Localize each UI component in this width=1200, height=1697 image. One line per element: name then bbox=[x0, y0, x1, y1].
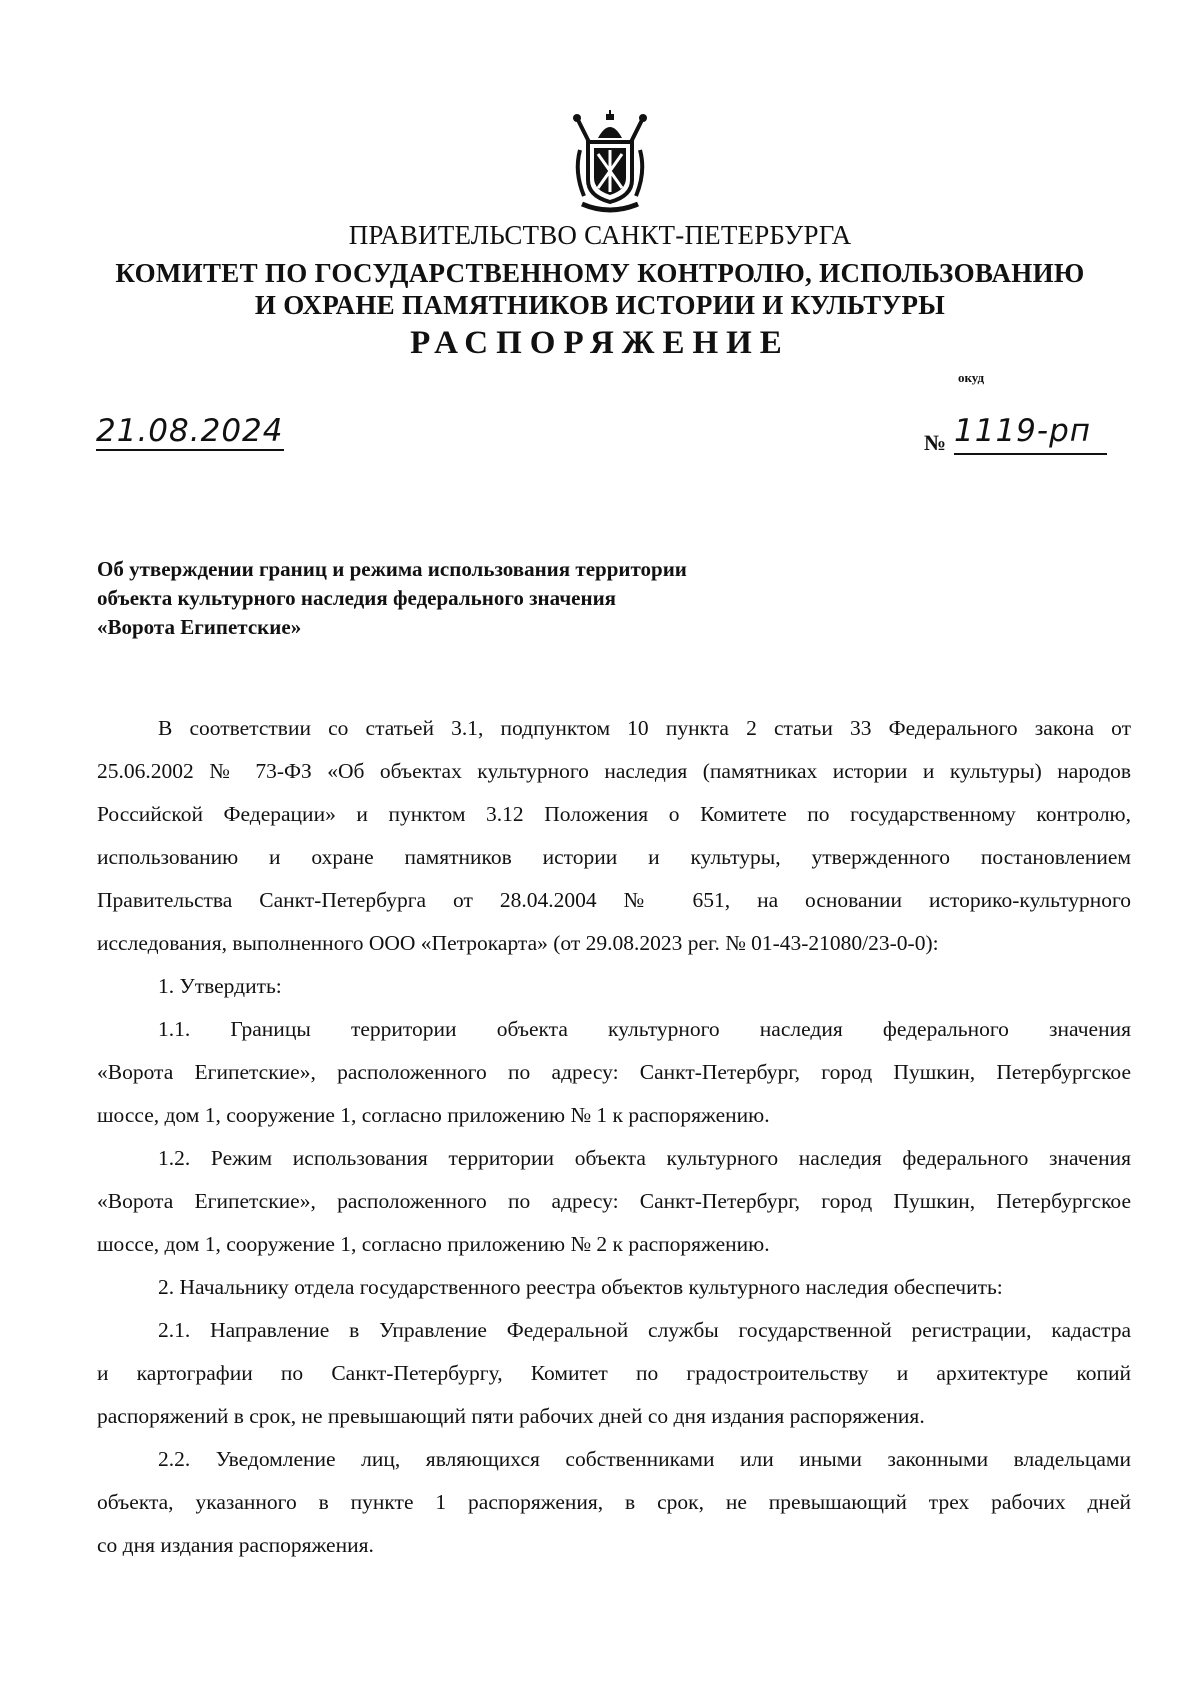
body-line: 2.2. Уведомление лиц, являющихся собственниками или иными законными владельцами bbox=[158, 1447, 1131, 1471]
body-line: 1.2. Режим использования территории объекта культурного наследия федерального значения bbox=[158, 1146, 1131, 1170]
number-underline bbox=[954, 453, 1107, 455]
body-line: шоссе, дом 1, сооружение 1, согласно приложению № 2 к распоряжению. bbox=[97, 1232, 770, 1256]
body-line: «Ворота Египетские», расположенного по адресу: Санкт-Петербург, город Пушкин, Петербургское bbox=[97, 1060, 1131, 1084]
number-value: 1119-рп bbox=[954, 413, 1092, 449]
body-line: 2.1. Направление в Управление Федеральной службы государственной регистрации, кадастра bbox=[158, 1318, 1131, 1342]
okud-label: окуд bbox=[958, 370, 985, 385]
subject-line: «Ворота Египетские» bbox=[97, 615, 302, 639]
body-line: Российской Федерации» и пунктом 3.12 Положения о Комитете по государственному контролю, bbox=[97, 802, 1131, 826]
body-line: со дня издания распоряжения. bbox=[97, 1533, 374, 1557]
document-subject bbox=[97, 555, 797, 642]
body-line: распоряжений в срок, не превышающий пяти рабочих дней со дня издания распоряжения. bbox=[97, 1404, 925, 1428]
committee-title-line-2: И ОХРАНЕ ПАМЯТНИКОВ ИСТОРИИ И КУЛЬТУРЫ bbox=[254, 290, 946, 320]
body-line: 25.06.2002 № 73-ФЗ «Об объектах культурного наследия (памятниках истории и культуры) народов bbox=[97, 759, 1131, 783]
number-sign: № bbox=[924, 430, 947, 455]
committee-title-line-1: КОМИТЕТ ПО ГОСУДАРСТВЕННОМУ КОНТРОЛЮ, ИСПОЛЬЗОВАНИЮ bbox=[115, 258, 1085, 288]
body-line: объекта, указанного в пункте 1 распоряжения, в срок, не превышающий трех рабочих дней bbox=[97, 1490, 1131, 1514]
body-line: В соответствии со статьей 3.1, подпунктом 10 пункта 2 статьи 33 Федерального закона от bbox=[158, 716, 1131, 740]
body-line: 1. Утвердить: bbox=[158, 974, 282, 998]
subject-line: Об утверждении границ и режима использования территории bbox=[97, 557, 687, 581]
document-number bbox=[924, 413, 1112, 462]
government-title: ПРАВИТЕЛЬСТВО САНКТ-ПЕТЕРБУРГА bbox=[348, 220, 852, 250]
coat-of-arms-icon bbox=[568, 110, 652, 216]
body-line: Правительства Санкт-Петербурга от 28.04.2004 № 651, на основании историко-культурного bbox=[97, 888, 1131, 912]
body-line: исследования, выполненного ООО «Петрокарта» (от 29.08.2023 рег. № 01-43-21080/23-0-0): bbox=[97, 931, 939, 955]
body-line: использованию и охране памятников истории и культуры, утвержденного постановлением bbox=[97, 845, 1131, 869]
subject-line: объекта культурного наследия федерального значения bbox=[97, 586, 617, 610]
document-body bbox=[97, 707, 1131, 1567]
body-line: шоссе, дом 1, сооружение 1, согласно приложению № 1 к распоряжению. bbox=[97, 1103, 770, 1127]
document-date: 21.08.2024 bbox=[96, 413, 284, 449]
body-line: и картографии по Санкт-Петербургу, Комитет по градостроительству и архитектуре копий bbox=[97, 1361, 1131, 1385]
body-line: 2. Начальнику отдела государственного реестра объектов культурного наследия обеспечить: bbox=[158, 1275, 1003, 1299]
document-type-title: РАСПОРЯЖЕНИЕ bbox=[410, 325, 790, 361]
body-line: 1.1. Границы территории объекта культурного наследия федерального значения bbox=[158, 1017, 1131, 1041]
body-line: «Ворота Египетские», расположенного по адресу: Санкт-Петербург, город Пушкин, Петербургское bbox=[97, 1189, 1131, 1213]
